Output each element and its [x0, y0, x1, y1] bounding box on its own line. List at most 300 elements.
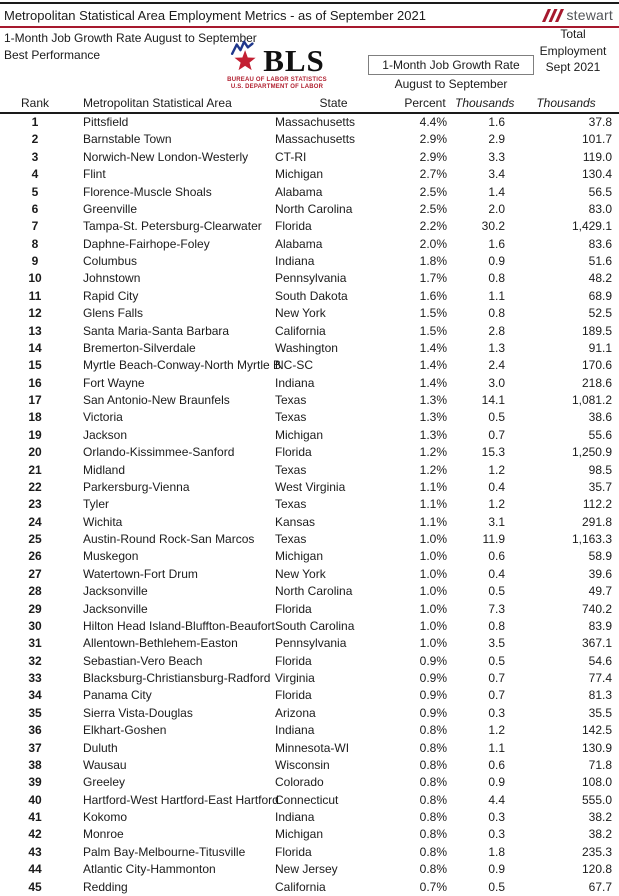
state-cell: Florida [275, 653, 312, 668]
msa-cell: Norwich-New London-Westerly [83, 149, 249, 164]
growth-thousands-cell: 0.3 [488, 705, 505, 720]
percent-cell: 2.2% [419, 219, 447, 234]
rank-cell: 9 [31, 254, 39, 268]
state-cell: Washington [275, 340, 338, 355]
total-thousands-cell: 367.1 [581, 636, 612, 651]
state-cell: Pennsylvania [275, 636, 347, 651]
bls-acronym: BLS [263, 43, 325, 78]
msa-cell: Panama City [83, 688, 152, 703]
growth-thousands-cell: 1.6 [488, 236, 505, 251]
state-cell: West Virginia [275, 479, 346, 494]
msa-cell: Midland [83, 462, 126, 477]
percent-cell: 0.9% [419, 688, 447, 703]
rank-cell: 14 [28, 340, 42, 355]
msa-cell: Pittsfield [83, 115, 129, 129]
table-row [0, 792, 619, 809]
table-row [0, 357, 619, 374]
total-thousands-cell: 77.4 [588, 671, 612, 685]
rank-cell: 29 [28, 601, 42, 616]
msa-cell: Sebastian-Vero Beach [83, 653, 203, 668]
table-row [0, 409, 619, 426]
total-thousands-cell: 83.0 [588, 201, 612, 216]
table-row [0, 427, 619, 444]
table-row [0, 740, 619, 757]
total-thousands-cell: 119.0 [582, 149, 612, 164]
state-cell: New Jersey [275, 862, 338, 877]
growth-thousands-cell: 0.8 [488, 271, 505, 286]
rank-cell: 3 [31, 149, 39, 164]
percent-cell: 1.0% [419, 532, 447, 546]
msa-cell: Barnstable Town [83, 132, 172, 147]
total-thousands-cell: 52.5 [588, 306, 612, 321]
growth-thousands-cell: 30.2 [481, 219, 505, 234]
percent-cell: 0.8% [419, 844, 447, 859]
table-row [0, 323, 619, 340]
table-row [0, 670, 619, 687]
percent-cell: 1.7% [419, 271, 447, 286]
state-cell: South Carolina [275, 618, 355, 633]
growth-thousands-cell: 0.4 [488, 479, 505, 494]
table-row [0, 479, 619, 496]
growth-thousands-cell: 1.1 [488, 740, 505, 755]
percent-cell: 0.8% [419, 757, 447, 772]
table-row [0, 514, 619, 531]
rank-cell: 44 [28, 862, 42, 877]
stewart-slashes-icon [542, 9, 564, 22]
rank-cell: 4 [31, 167, 39, 182]
table-row [0, 462, 619, 479]
total-thousands-cell: 555.0 [581, 792, 612, 807]
growth-rate-group-header: 1-Month Job Growth Rate [368, 55, 534, 75]
table-row [0, 184, 619, 201]
percent-cell: 0.9% [419, 653, 447, 668]
state-cell: Minnesota-WI [275, 740, 350, 755]
msa-cell: Greenville [83, 201, 138, 216]
total-header-line1: Total [560, 27, 586, 41]
percent-cell: 1.4% [419, 375, 447, 390]
state-cell: Texas [275, 497, 307, 512]
state-cell: Florida [275, 445, 312, 460]
msa-cell: Hartford-West Hartford-East Hartford [83, 792, 279, 807]
growth-thousands-cell: 2.4 [488, 358, 505, 373]
bls-star-icon [229, 39, 263, 76]
msa-cell: Jacksonville [83, 584, 148, 599]
percent-cell: 2.0% [419, 236, 447, 251]
rank-cell: 7 [31, 219, 39, 234]
table-column-header-row [0, 93, 619, 113]
total-thousands-cell: 55.6 [588, 427, 612, 442]
column-header-total-thousands: Thousands [513, 93, 619, 113]
total-header-line3: Sept 2021 [545, 60, 601, 74]
percent-cell: 1.8% [419, 254, 447, 268]
growth-thousands-cell: 3.1 [488, 514, 505, 529]
rank-cell: 13 [28, 323, 42, 338]
msa-cell: Fort Wayne [83, 375, 145, 390]
msa-cell: Tyler [83, 497, 110, 512]
total-thousands-cell: 38.2 [588, 827, 612, 842]
state-cell: Florida [275, 688, 312, 703]
growth-thousands-cell: 0.9 [488, 775, 505, 790]
state-cell: Michigan [275, 549, 324, 564]
state-cell: Texas [275, 393, 307, 407]
total-thousands-cell: 39.6 [588, 566, 612, 581]
state-cell: Indiana [275, 254, 315, 268]
table-row [0, 113, 619, 131]
total-thousands-cell: 1,081.2 [571, 393, 612, 407]
percent-cell: 1.3% [419, 393, 447, 407]
growth-thousands-cell: 1.2 [488, 497, 505, 512]
total-thousands-cell: 48.2 [588, 271, 612, 286]
percent-cell: 0.7% [419, 879, 447, 894]
state-cell: Michigan [275, 427, 324, 442]
total-thousands-cell: 98.5 [588, 462, 612, 477]
percent-cell: 1.0% [419, 636, 447, 651]
table-row [0, 218, 619, 235]
percent-cell: 1.0% [419, 618, 447, 633]
bls-caption [216, 77, 338, 91]
growth-thousands-cell: 0.7 [488, 688, 505, 703]
msa-cell: San Antonio-New Braunfels [83, 393, 230, 407]
state-cell: Arizona [275, 705, 316, 720]
total-thousands-cell: 112.2 [582, 497, 612, 512]
state-cell: California [275, 323, 326, 338]
table-row [0, 844, 619, 861]
total-thousands-cell: 740.2 [581, 601, 612, 616]
state-cell: Texas [275, 462, 307, 477]
table-row [0, 305, 619, 322]
percent-cell: 1.2% [419, 445, 447, 460]
total-thousands-cell: 56.5 [588, 184, 612, 199]
stewart-wordmark: stewart [566, 7, 613, 23]
percent-cell: 2.9% [419, 149, 447, 164]
growth-thousands-cell: 3.5 [488, 636, 505, 651]
table-row [0, 496, 619, 513]
rank-cell: 40 [28, 792, 42, 807]
growth-thousands-cell: 14.1 [481, 393, 505, 407]
msa-cell: Palm Bay-Melbourne-Titusville [83, 844, 246, 859]
rank-cell: 6 [31, 201, 39, 216]
total-thousands-cell: 1,429.1 [571, 219, 612, 234]
percent-cell: 1.0% [419, 601, 447, 616]
growth-thousands-cell: 0.9 [488, 254, 505, 268]
table-row [0, 861, 619, 878]
table-row [0, 722, 619, 739]
msa-cell: Wausau [83, 757, 127, 772]
percent-cell: 1.0% [419, 566, 447, 581]
rank-cell: 1 [31, 115, 39, 129]
state-cell: Virginia [275, 671, 315, 685]
table-row [0, 548, 619, 565]
table-row [0, 653, 619, 670]
total-thousands-cell: 291.8 [581, 514, 612, 529]
total-thousands-cell: 170.6 [581, 358, 612, 373]
table-row [0, 149, 619, 166]
msa-cell: Columbus [83, 254, 138, 268]
rank-cell: 42 [28, 827, 42, 842]
rank-cell: 10 [28, 271, 42, 286]
total-thousands-cell: 38.2 [588, 810, 612, 824]
total-thousands-cell: 91.1 [588, 340, 612, 355]
growth-thousands-cell: 0.5 [488, 584, 505, 599]
total-thousands-cell: 142.5 [581, 723, 612, 738]
percent-cell: 1.1% [419, 497, 447, 512]
state-cell: CT-RI [275, 149, 307, 164]
growth-thousands-cell: 1.6 [488, 115, 505, 129]
state-cell: New York [275, 566, 326, 581]
growth-thousands-cell: 2.8 [488, 323, 505, 338]
rank-cell: 15 [28, 358, 42, 373]
growth-thousands-cell: 3.3 [488, 149, 505, 164]
table-row [0, 236, 619, 253]
subtitle-growth-rate: 1-Month Job Growth Rate August to September [4, 31, 257, 45]
growth-thousands-cell: 0.8 [488, 618, 505, 633]
percent-cell: 2.9% [419, 132, 447, 147]
growth-thousands-cell: 3.4 [488, 167, 505, 182]
msa-cell: Hilton Head Island-Bluffton-Beaufort [83, 618, 275, 633]
rank-cell: 25 [28, 532, 42, 546]
state-cell: Florida [275, 844, 312, 859]
msa-cell: Monroe [83, 827, 124, 842]
total-thousands-cell: 235.3 [581, 844, 612, 859]
table-row [0, 392, 619, 409]
total-thousands-cell: 49.7 [588, 584, 612, 599]
growth-thousands-cell: 0.5 [488, 653, 505, 668]
rank-cell: 22 [28, 479, 42, 494]
state-cell: North Carolina [275, 584, 353, 599]
msa-cell: Flint [83, 167, 106, 182]
total-thousands-cell: 120.8 [581, 862, 612, 877]
percent-cell: 1.0% [419, 549, 447, 564]
state-cell: Massachusetts [275, 115, 356, 129]
growth-thousands-cell: 0.9 [488, 862, 505, 877]
growth-thousands-cell: 1.8 [488, 844, 505, 859]
total-thousands-cell: 189.5 [581, 323, 612, 338]
rank-cell: 17 [28, 393, 42, 407]
msa-cell: Bremerton-Silverdale [83, 340, 196, 355]
state-cell: California [275, 879, 326, 894]
table-row [0, 375, 619, 392]
state-cell: South Dakota [275, 288, 348, 303]
total-thousands-cell: 35.7 [588, 479, 612, 494]
table-row [0, 601, 619, 618]
percent-cell: 1.2% [419, 462, 447, 477]
rank-cell: 5 [31, 184, 39, 199]
growth-thousands-cell: 0.4 [488, 566, 505, 581]
percent-cell: 0.8% [419, 810, 447, 824]
growth-thousands-cell: 2.9 [488, 132, 505, 147]
bls-caption-line2: U.S. DEPARTMENT OF LABOR [230, 84, 324, 90]
column-header-percent: Percent [395, 93, 455, 113]
msa-cell: Myrtle Beach-Conway-North Myrtle B [83, 358, 282, 373]
percent-cell: 0.8% [419, 775, 447, 790]
state-cell: Massachusetts [275, 132, 356, 147]
total-thousands-cell: 58.9 [588, 549, 612, 564]
growth-thousands-cell: 3.0 [488, 375, 505, 390]
growth-thousands-cell: 0.3 [488, 810, 505, 824]
rank-cell: 32 [28, 653, 42, 668]
rank-cell: 27 [28, 566, 42, 581]
growth-thousands-cell: 1.1 [488, 288, 505, 303]
percent-cell: 1.4% [419, 358, 447, 373]
state-cell: Pennsylvania [275, 271, 347, 286]
state-cell: Texas [275, 410, 307, 425]
percent-cell: 2.5% [419, 201, 447, 216]
rank-cell: 39 [28, 775, 42, 790]
rank-cell: 24 [28, 514, 42, 529]
percent-cell: 4.4% [419, 115, 447, 129]
rank-cell: 12 [28, 306, 42, 321]
table-row [0, 705, 619, 722]
msa-cell: Daphne-Fairhope-Foley [83, 236, 210, 251]
growth-thousands-cell: 7.3 [488, 601, 505, 616]
msa-cell: Florence-Muscle Shoals [83, 184, 212, 199]
table-row [0, 774, 619, 791]
table-row [0, 583, 619, 600]
msa-cell: Rapid City [83, 288, 139, 303]
table-row [0, 809, 619, 826]
title-bar [0, 4, 619, 26]
msa-cell: Blacksburg-Christiansburg-Radford [83, 671, 271, 685]
total-thousands-cell: 83.9 [588, 618, 612, 633]
growth-thousands-cell: 1.2 [488, 723, 505, 738]
total-thousands-cell: 83.6 [588, 236, 612, 251]
total-thousands-cell: 130.4 [581, 167, 612, 182]
state-cell: Colorado [275, 775, 324, 790]
state-cell: New York [275, 306, 326, 321]
column-header-msa: Metropolitan Statistical Area [70, 93, 272, 113]
percent-cell: 2.5% [419, 184, 447, 199]
msa-cell: Kokomo [83, 810, 128, 824]
column-header-state: State [272, 93, 395, 113]
table-header-zone [0, 28, 619, 93]
rank-cell: 2 [31, 132, 39, 147]
rank-cell: 20 [28, 445, 42, 460]
msa-cell: Austin-Round Rock-San Marcos [83, 532, 255, 546]
rank-cell: 45 [28, 879, 42, 894]
rank-cell: 30 [28, 618, 42, 633]
state-cell: NC-SC [275, 358, 313, 373]
state-cell: Texas [275, 532, 307, 546]
growth-thousands-cell: 0.6 [488, 549, 505, 564]
total-thousands-cell: 81.3 [588, 688, 612, 703]
rank-cell: 23 [28, 497, 42, 512]
table-row [0, 757, 619, 774]
table-body [0, 113, 619, 896]
table-row [0, 687, 619, 704]
percent-cell: 1.0% [419, 584, 447, 599]
state-cell: Michigan [275, 827, 324, 842]
msa-cell: Duluth [83, 740, 118, 755]
page-title: Metropolitan Statistical Area Employment Metrics - as of September 2021 [4, 7, 426, 23]
msa-cell: Elkhart-Goshen [83, 723, 167, 738]
rank-cell: 11 [28, 288, 42, 303]
state-cell: Alabama [275, 236, 323, 251]
table-row [0, 444, 619, 461]
growth-thousands-cell: 0.6 [488, 757, 505, 772]
growth-thousands-cell: 4.4 [488, 792, 505, 807]
total-thousands-cell: 51.6 [588, 254, 612, 268]
rank-cell: 34 [28, 688, 42, 703]
growth-thousands-cell: 0.7 [488, 427, 505, 442]
total-thousands-cell: 218.6 [581, 375, 612, 390]
rank-cell: 18 [28, 410, 42, 425]
msa-cell: Johnstown [83, 271, 141, 286]
bls-logo-top [216, 39, 338, 76]
percent-cell: 1.1% [419, 514, 447, 529]
table-row [0, 826, 619, 843]
rank-cell: 35 [28, 705, 42, 720]
total-thousands-cell: 68.9 [588, 288, 612, 303]
state-cell: Indiana [275, 810, 315, 824]
state-cell: Michigan [275, 167, 324, 182]
total-header-line2: Employment [539, 43, 607, 58]
percent-cell: 1.5% [419, 306, 447, 321]
percent-cell: 0.9% [419, 705, 447, 720]
state-cell: Florida [275, 219, 312, 234]
rank-cell: 19 [28, 427, 42, 442]
rank-cell: 41 [28, 810, 42, 824]
growth-thousands-cell: 15.3 [481, 445, 505, 460]
state-cell: Kansas [275, 514, 316, 529]
table-row [0, 253, 619, 270]
state-cell: Connecticut [275, 792, 339, 807]
total-thousands-cell: 1,250.9 [571, 445, 612, 460]
table-row [0, 879, 619, 896]
state-cell: Alabama [275, 184, 323, 199]
table-row [0, 166, 619, 183]
total-thousands-cell: 38.6 [588, 410, 612, 425]
growth-thousands-cell: 1.3 [488, 340, 505, 355]
table-row [0, 201, 619, 218]
column-header-rank: Rank [0, 93, 70, 113]
msa-cell: Tampa-St. Petersburg-Clearwater [83, 219, 262, 234]
state-cell: North Carolina [275, 201, 353, 216]
percent-cell: 0.8% [419, 827, 447, 842]
msa-cell: Jackson [83, 427, 128, 442]
total-employment-header [528, 26, 618, 76]
msa-cell: Victoria [83, 410, 123, 425]
msa-cell: Sierra Vista-Douglas [83, 705, 193, 720]
growth-thousands-cell: 0.3 [488, 827, 505, 842]
total-thousands-cell: 108.0 [581, 775, 612, 790]
msa-cell: Muskegon [83, 549, 139, 564]
rank-cell: 31 [28, 636, 42, 651]
stewart-logo [542, 7, 613, 23]
percent-cell: 1.1% [419, 479, 447, 494]
bls-logo [216, 39, 338, 91]
growth-thousands-cell: 0.5 [488, 410, 505, 425]
percent-cell: 0.8% [419, 792, 447, 807]
rank-cell: 8 [31, 236, 39, 251]
percent-cell: 0.9% [419, 671, 447, 685]
subtitle-best-performance: Best Performance [4, 48, 101, 62]
total-thousands-cell: 54.6 [588, 653, 612, 668]
msa-cell: Orlando-Kissimmee-Sanford [83, 445, 235, 460]
percent-cell: 2.7% [419, 167, 447, 182]
rank-cell: 36 [28, 723, 42, 738]
percent-cell: 0.8% [419, 740, 447, 755]
growth-thousands-cell: 1.2 [488, 462, 505, 477]
msa-cell: Redding [83, 879, 128, 894]
growth-thousands-cell: 2.0 [488, 201, 505, 216]
rank-cell: 38 [28, 757, 42, 772]
percent-cell: 1.3% [419, 410, 447, 425]
rank-cell: 16 [28, 375, 42, 390]
table-row [0, 131, 619, 148]
msa-cell: Parkersburg-Vienna [83, 479, 190, 494]
table-row [0, 288, 619, 305]
total-thousands-cell: 71.8 [588, 757, 612, 772]
